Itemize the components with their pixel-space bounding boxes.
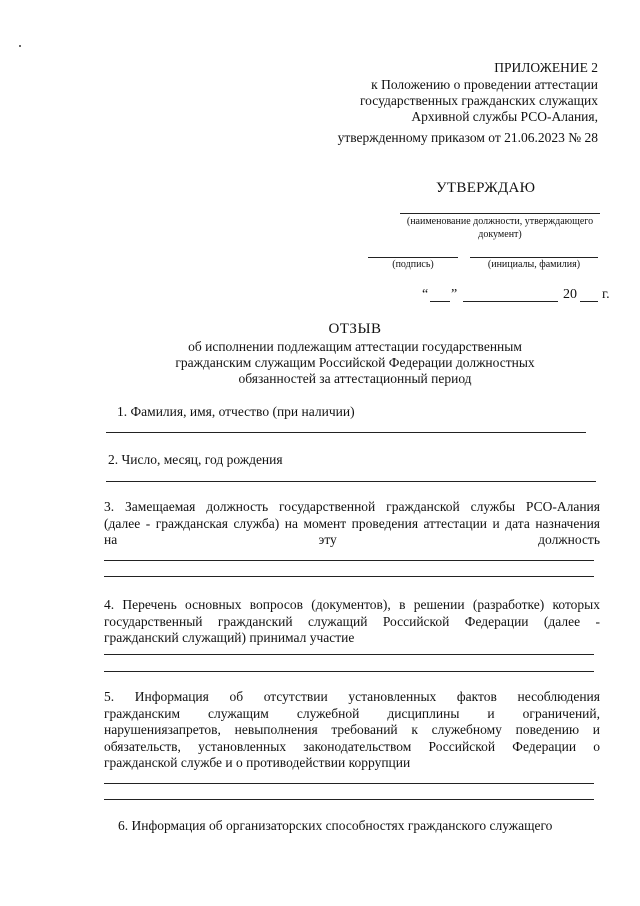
section-5-line-2: гражданским служащим служебной дисциплины и ограничений, [104, 705, 600, 721]
signature-caption: (подпись) [392, 259, 434, 270]
scan-speck [19, 45, 21, 47]
date-day-line [430, 301, 450, 302]
section-3-field-1[interactable] [104, 560, 594, 561]
document-title: ОТЗЫВ [328, 321, 382, 337]
appendix-line-4: утвержденному приказом от 21.06.2023 № 28 [337, 130, 598, 145]
signature-line [368, 257, 458, 258]
section-5-line-1: 5. Информация об отсутствии установленных фактов несоблюдения [104, 689, 600, 704]
section-4-line-2: государственный гражданский служащий Российской Федерации (далее - [104, 613, 600, 629]
section-4-line-1: 4. Перечень основных вопросов (документов), в решении (разработке) которых [104, 597, 600, 612]
position-line [400, 213, 600, 214]
document-subtitle-3: обязанностей за аттестационный период [238, 371, 472, 386]
appendix-line-3: Архивной службы РСО-Алания, [411, 109, 598, 124]
document-subtitle-2: гражданским служащим Российской Федерации должностных [175, 355, 535, 370]
date-month-line [463, 301, 558, 302]
section-5-field-1[interactable] [104, 783, 594, 784]
section-4-text [104, 597, 600, 647]
section-5-line-4: обязательств, установленных законодательством Российской Федерации о [104, 738, 600, 754]
section-4-line-3: гражданский служащий) принимал участие [104, 630, 355, 645]
approval-title: УТВЕРЖДАЮ [436, 180, 536, 196]
section-3-line-2: (далее - гражданская служба) на момент проведения аттестации и дата назначения [104, 515, 600, 531]
section-3-line-3: на эту должность [104, 532, 600, 547]
date-close-quote: ” [451, 287, 458, 302]
section-1-label: 1. Фамилия, имя, отчество (при наличии) [117, 404, 355, 419]
date-year-line [580, 301, 598, 302]
initials-caption: (инициалы, фамилия) [487, 259, 581, 270]
date-open-quote: “ [422, 287, 429, 302]
document-subtitle-1: об исполнении подлежащим аттестации государственным [188, 339, 522, 354]
date-year-suffix: г. [602, 287, 610, 302]
section-6-label: 6. Информация об организаторских способностях гражданского служащего [118, 818, 553, 833]
section-2-label: 2. Число, месяц, год рождения [108, 452, 283, 467]
section-4-field-1[interactable] [104, 654, 594, 655]
appendix-line-2: государственных гражданских служащих [359, 93, 598, 108]
section-5-field-2[interactable] [104, 799, 594, 800]
section-1-field[interactable] [106, 432, 586, 433]
section-3-line-1: 3. Замещаемая должность государственной гражданской службы РСО-Алания [104, 499, 600, 514]
section-5-line-3: нарушениязапретов, невыполнения требований к служебному поведению и [104, 722, 600, 737]
section-2-field[interactable] [106, 481, 596, 482]
initials-line [470, 257, 598, 258]
appendix-line-1: к Положению о проведении аттестации [371, 77, 598, 92]
section-4-field-2[interactable] [104, 671, 594, 672]
position-caption-1: (наименование должности, утверждающего [406, 216, 594, 227]
section-5-line-5: гражданской службе и о противодействии коррупции [104, 755, 411, 770]
date-year-prefix: 20 [563, 287, 577, 302]
section-5-text [104, 689, 600, 772]
appendix-number: ПРИЛОЖЕНИЕ 2 [494, 60, 598, 75]
position-caption-2: документ) [478, 229, 522, 240]
section-3-text [104, 499, 600, 549]
section-3-field-2[interactable] [104, 576, 594, 577]
